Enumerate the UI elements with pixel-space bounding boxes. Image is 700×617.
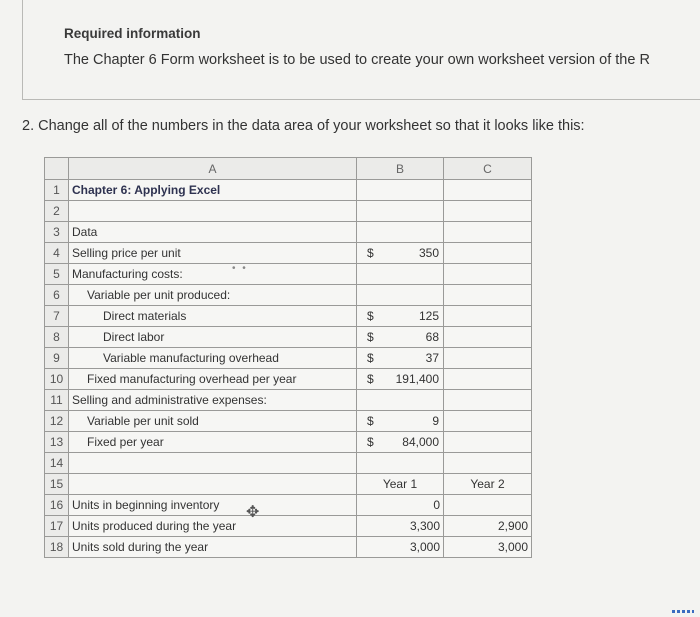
cell-value: 191,400 — [395, 372, 439, 386]
cell-value: 350 — [418, 246, 439, 260]
cell-a[interactable]: Direct labor — [69, 327, 357, 348]
table-row — [45, 516, 532, 537]
currency-symbol: $ — [367, 246, 374, 260]
spreadsheet — [44, 157, 532, 558]
table-row — [45, 348, 532, 369]
cell-a[interactable]: Data — [69, 222, 357, 243]
cell-a[interactable] — [69, 474, 357, 495]
currency-symbol: $ — [367, 414, 374, 428]
cell-c[interactable] — [444, 369, 532, 390]
row-number[interactable]: 18 — [45, 537, 69, 558]
cell-a[interactable]: Chapter 6: Applying Excel — [69, 180, 357, 201]
ellipsis-marks: • • — [232, 263, 248, 274]
table-row — [45, 180, 532, 201]
required-information-panel — [22, 0, 700, 100]
page-corner-mark — [672, 610, 694, 613]
cell-a[interactable]: Selling and administrative expenses: — [69, 390, 357, 411]
cell-b[interactable] — [357, 201, 444, 222]
currency-symbol: $ — [367, 435, 374, 449]
currency-symbol: $ — [367, 330, 374, 344]
table-row — [45, 474, 532, 495]
cell-a[interactable]: Variable per unit sold — [69, 411, 357, 432]
cell-c[interactable] — [444, 306, 532, 327]
cell-c[interactable] — [444, 264, 532, 285]
cell-c[interactable] — [444, 495, 532, 516]
cell-value: 84,000 — [402, 435, 439, 449]
cell-c[interactable] — [444, 432, 532, 453]
row-number[interactable]: 4 — [45, 243, 69, 264]
info-text: The Chapter 6 Form worksheet is to be used to create your own worksheet version of the R — [64, 52, 650, 68]
cell-b[interactable] — [357, 306, 444, 327]
currency-symbol: $ — [367, 372, 374, 386]
cell-c[interactable] — [444, 327, 532, 348]
table-row — [45, 243, 532, 264]
row-number[interactable]: 3 — [45, 222, 69, 243]
row-number[interactable]: 16 — [45, 495, 69, 516]
cell-c[interactable] — [444, 411, 532, 432]
cell-a[interactable]: Selling price per unit — [69, 243, 357, 264]
row-number[interactable]: 14 — [45, 453, 69, 474]
cell-a[interactable]: Units sold during the year — [69, 537, 357, 558]
row-number[interactable]: 2 — [45, 201, 69, 222]
cell-b[interactable] — [357, 222, 444, 243]
row-number[interactable]: 12 — [45, 411, 69, 432]
cell-c[interactable] — [444, 348, 532, 369]
currency-symbol: $ — [367, 351, 374, 365]
cell-a[interactable]: Manufacturing costs: — [69, 264, 357, 285]
row-number[interactable]: 6 — [45, 285, 69, 306]
cell-c[interactable]: 2,900 — [444, 516, 532, 537]
row-number[interactable]: 13 — [45, 432, 69, 453]
row-number[interactable]: 17 — [45, 516, 69, 537]
cell-a[interactable]: Fixed manufacturing overhead per year — [69, 369, 357, 390]
column-header-c[interactable]: C — [444, 158, 532, 180]
cell-c[interactable] — [444, 453, 532, 474]
cell-c[interactable] — [444, 222, 532, 243]
table-row — [45, 222, 532, 243]
cell-a[interactable]: Direct materials — [69, 306, 357, 327]
row-number[interactable]: 9 — [45, 348, 69, 369]
cell-b[interactable] — [357, 390, 444, 411]
cell-b[interactable]: 3,300 — [357, 516, 444, 537]
table-row — [45, 306, 532, 327]
cell-b[interactable] — [357, 264, 444, 285]
cell-c[interactable]: 3,000 — [444, 537, 532, 558]
cell-b[interactable] — [357, 411, 444, 432]
currency-symbol: $ — [367, 309, 374, 323]
cell-c[interactable]: Year 2 — [444, 474, 532, 495]
cell-a[interactable]: Variable manufacturing overhead — [69, 348, 357, 369]
cell-value: 9 — [432, 414, 439, 428]
row-number[interactable]: 1 — [45, 180, 69, 201]
move-cursor-icon: ✥ — [246, 504, 260, 521]
cell-c[interactable] — [444, 180, 532, 201]
table-row — [45, 495, 532, 516]
column-header-b[interactable]: B — [357, 158, 444, 180]
cell-value: 37 — [425, 351, 439, 365]
table-row — [45, 537, 532, 558]
cell-b[interactable]: Year 1 — [357, 474, 444, 495]
cell-a[interactable]: Variable per unit produced: — [69, 285, 357, 306]
cell-b[interactable] — [357, 243, 444, 264]
table-row — [45, 453, 532, 474]
cell-value: 68 — [425, 330, 439, 344]
row-number[interactable]: 11 — [45, 390, 69, 411]
cell-b[interactable]: 0 — [357, 495, 444, 516]
cell-b[interactable] — [357, 369, 444, 390]
info-heading: Required information — [64, 26, 201, 41]
cell-b[interactable] — [357, 348, 444, 369]
table-row — [45, 411, 532, 432]
table-row — [45, 285, 532, 306]
cell-a[interactable]: Fixed per year — [69, 432, 357, 453]
row-number[interactable]: 15 — [45, 474, 69, 495]
cell-c[interactable] — [444, 243, 532, 264]
cell-b[interactable] — [357, 432, 444, 453]
row-number[interactable]: 8 — [45, 327, 69, 348]
table-row — [45, 432, 532, 453]
corner-cell — [45, 158, 69, 180]
table-row — [45, 327, 532, 348]
cell-value: 125 — [418, 309, 439, 323]
cell-c[interactable] — [444, 201, 532, 222]
cell-a[interactable] — [69, 201, 357, 222]
table-row — [45, 390, 532, 411]
column-header-row — [45, 158, 532, 180]
table-row — [45, 264, 532, 285]
cell-b[interactable] — [357, 453, 444, 474]
column-header-a[interactable]: A — [69, 158, 357, 180]
cell-c[interactable] — [444, 390, 532, 411]
row-number[interactable]: 5 — [45, 264, 69, 285]
cell-b[interactable]: 3,000 — [357, 537, 444, 558]
table-row — [45, 201, 532, 222]
cell-a[interactable]: Units in beginning inventory — [69, 495, 357, 516]
cell-b[interactable] — [357, 327, 444, 348]
cell-b[interactable] — [357, 180, 444, 201]
cell-a[interactable]: Units produced during the year — [69, 516, 357, 537]
instruction-text: 2. Change all of the numbers in the data area of your worksheet so that it looks like this: — [22, 118, 585, 134]
cell-a[interactable] — [69, 453, 357, 474]
row-number[interactable]: 7 — [45, 306, 69, 327]
row-number[interactable]: 10 — [45, 369, 69, 390]
table-row — [45, 369, 532, 390]
cell-b[interactable] — [357, 285, 444, 306]
cell-c[interactable] — [444, 285, 532, 306]
